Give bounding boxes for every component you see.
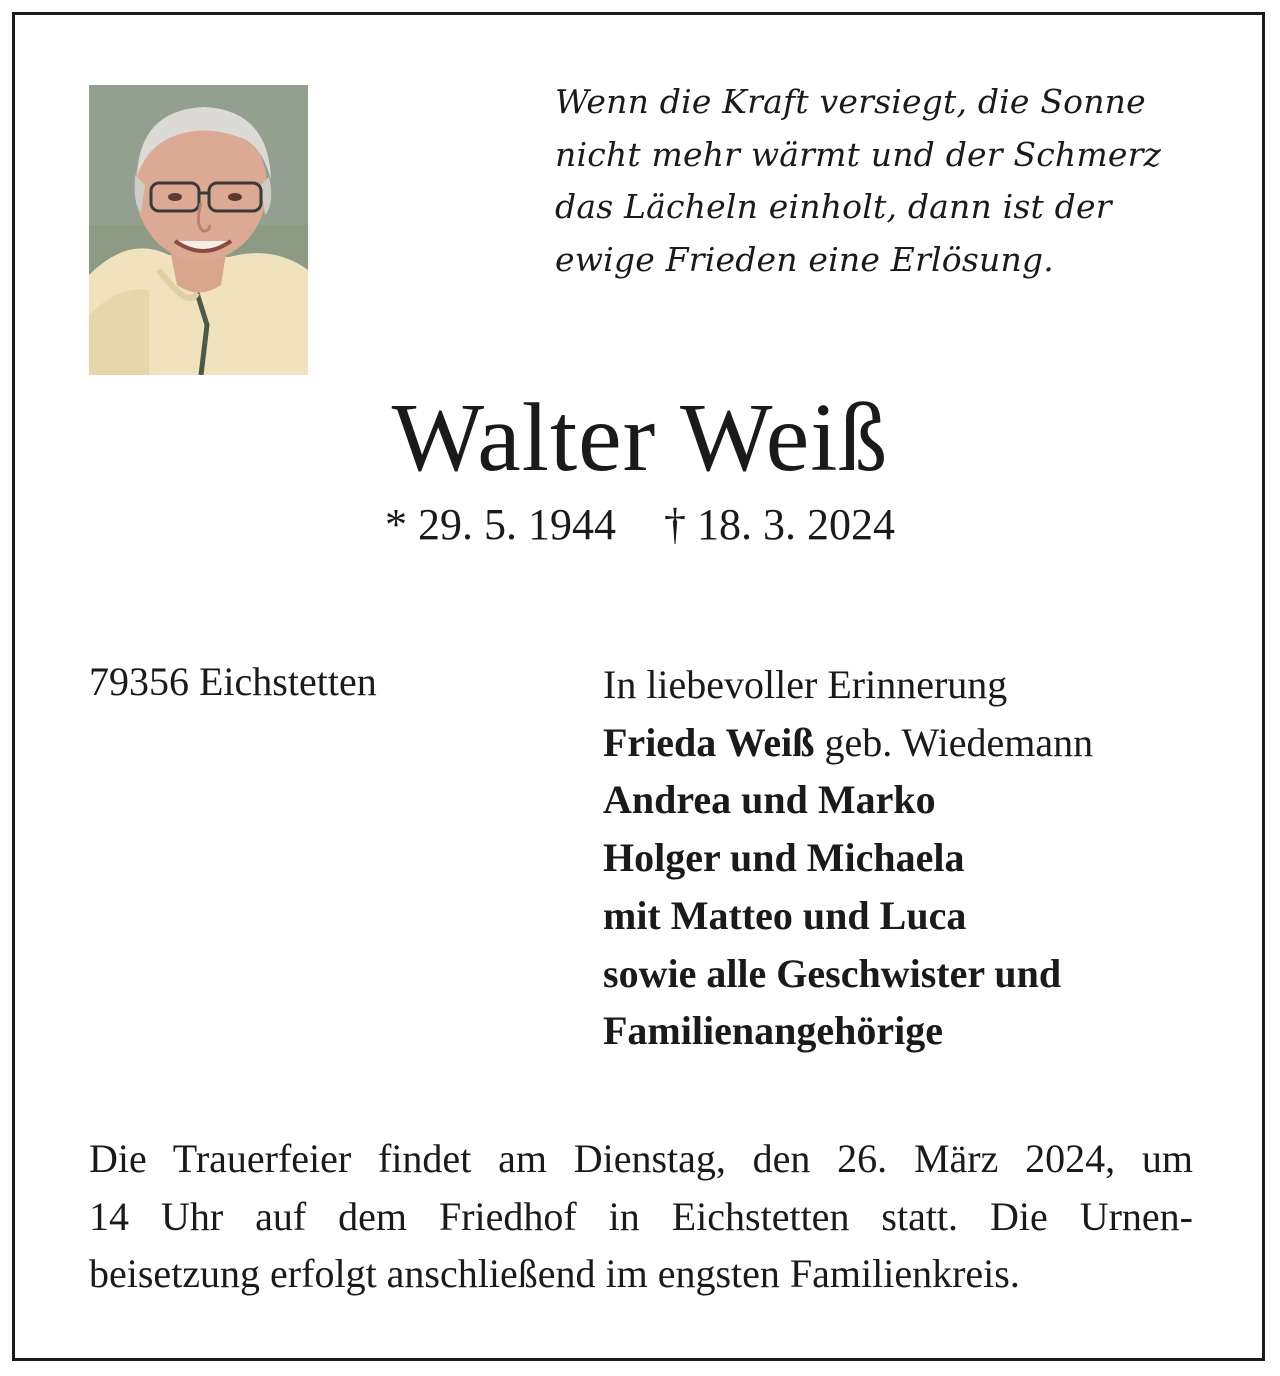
family-intro: In liebevoller Erinnerung [603, 662, 1008, 707]
mourner-line: sowie alle Geschwister und [603, 950, 1062, 996]
life-dates [0, 498, 1280, 552]
mourner-line: Familienangehörige [603, 1008, 943, 1054]
memorial-poem [555, 76, 1215, 286]
deceased-name: Walter Weiß [391, 384, 889, 492]
mourner-line: Holger und Michaela [603, 835, 965, 881]
death-date: † 18. 3. 2024 [664, 500, 895, 549]
notice-line: 14 Uhr auf dem Friedhof in Eichstetten statt. Die Urnen- [89, 1193, 1193, 1239]
portrait-photo [89, 85, 308, 375]
mourner-line: Andrea und Marko [603, 777, 936, 823]
notice-line: Die Trauerfeier findet am Dienstag, den 26. März 2024, um [89, 1136, 1193, 1181]
mourner-line: mit Matteo und Luca [603, 892, 967, 938]
poem-line: Wenn die Kraft versiegt, die Sonne [555, 82, 1146, 121]
place-of-residence: 79356 Eichstetten [89, 659, 377, 704]
birth-date: * 29. 5. 1944 [385, 500, 616, 549]
spouse-name: Frieda Weiß [603, 719, 815, 765]
funeral-notice [89, 1130, 1193, 1303]
spouse-line [603, 714, 1243, 772]
poem-line: ewige Frieden eine Erlösung. [555, 239, 1054, 279]
spouse-maiden-name: geb. Wiedemann [814, 719, 1094, 765]
notice-line: beisetzung erfolgt anschließend im engsten Familienkreis. [89, 1251, 1020, 1297]
mourners-list [603, 656, 1243, 1060]
poem-line: nicht mehr wärmt und der Schmerz [555, 134, 1162, 174]
poem-line: das Lächeln einholt, dann ist der [555, 187, 1112, 226]
